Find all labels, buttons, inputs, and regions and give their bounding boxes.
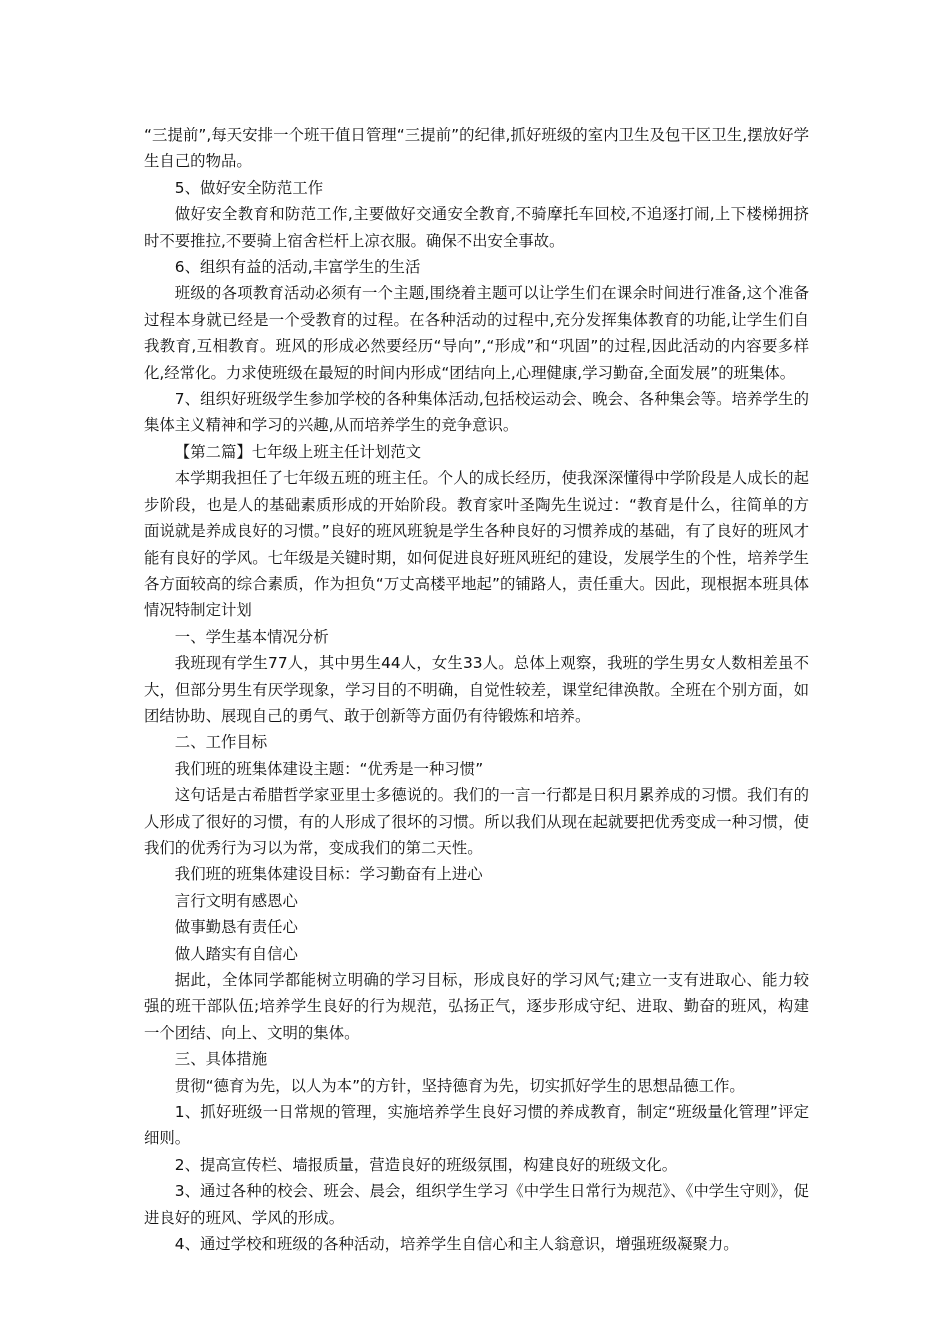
- section-heading: 一、学生基本情况分析: [174, 627, 329, 646]
- goal-line: 言行文明有感恩心: [174, 891, 298, 910]
- article-title: 【第二篇】七年级上班主任计划范文: [174, 442, 422, 461]
- measure-item: 3、通过各种的校会、班会、晨会，组织学生学习《中学生日常行为规范》、《中学生守则》，促进良好的班风、学风的形成。: [144, 1182, 809, 1227]
- measure-item: 2、提高宣传栏、墙报质量，营造良好的班级氛围，构建良好的班级文化。: [174, 1155, 678, 1174]
- paragraph: 我们班的班集体建设主题：“优秀是一种习惯”: [174, 759, 484, 778]
- section-heading: 三、具体措施: [174, 1050, 268, 1069]
- goal-line: 做人踏实有自信心: [174, 944, 298, 963]
- paragraph: 我班现有学生77人，其中男生44人，女生33人。总体上观察，我班的学生男女人数相差虽不大，但部分男生有厌学现象，学习目的不明确，自觉性较差，课堂纪律涣散。全班在个别方面，如团结协助、展现自己的勇气、敢于创新等方面仍有待锻炼和培养。: [144, 654, 809, 725]
- paragraph: 据此，全体同学都能树立明确的学习目标，形成良好的学习风气;建立一支有进取心、能力较强的班干部队伍;培养学生良好的行为规范，弘扬正气，逐步形成守纪、进取、勤奋的班风，构建一个团结、向上、文明的集体。: [144, 971, 809, 1042]
- paragraph: 本学期我担任了七年级五班的班主任。个人的成长经历，使我深深懂得中学阶段是人成长的起步阶段，也是人的基础素质形成的开始阶段。教育家叶圣陶先生说过：“教育是什么，往简单的方面说就是养成良好的习惯。”良好的班风班貌是学生各种良好的习惯养成的基础，有了良好的班风才能有良好的学风。七年级是关键时期，如何促进良好班风班纪的建设，发展学生的个性，培养学生各方面较高的综合素质，作为担负“万丈高楼平地起”的铺路人，责任重大。因此，现根据本班具体情况特制定计划: [144, 469, 809, 620]
- paragraph: 贯彻“德育为先，以人为本”的方针，坚持德育为先，切实抓好学生的思想品德工作。: [174, 1076, 745, 1095]
- section-heading: 6、组织有益的活动,丰富学生的生活: [174, 258, 421, 277]
- goal-line: 做事勤恳有责任心: [174, 918, 298, 937]
- paragraph: 做好安全教育和防范工作,主要做好交通安全教育,不骑摩托车回校,不追逐打闹,上下楼梯拥挤时不要推拉,不要骑上宿舍栏杆上凉衣服。确保不出安全事故。: [144, 205, 809, 250]
- document-page: [144, 122, 809, 1257]
- paragraph: “三提前”,每天安排一个班干值日管理“三提前”的纪律,抓好班级的室内卫生及包干区卫生,摆放好学生自己的物品。: [144, 126, 809, 171]
- paragraph: 这句话是古希腊哲学家亚里士多德说的。我们的一言一行都是日积月累养成的习惯。我们有的人形成了很好的习惯，有的人形成了很坏的习惯。所以我们从现在起就要把优秀变成一种习惯，使我们的优秀行为习以为常，变成我们的第二天性。: [144, 786, 809, 857]
- section-heading: 二、工作目标: [174, 733, 268, 752]
- measure-item: 4、通过学校和班级的各种活动，培养学生自信心和主人翁意识，增强班级凝聚力。: [174, 1235, 739, 1254]
- measure-item: 1、抓好班级一日常规的管理，实施培养学生良好习惯的养成教育，制定“班级量化管理”评定细则。: [144, 1103, 809, 1148]
- paragraph: 我们班的班集体建设目标：学习勤奋有上进心: [174, 865, 483, 884]
- paragraph: 7、组织好班级学生参加学校的各种集体活动,包括校运动会、晚会、各种集会等。培养学生的集体主义精神和学习的兴趣,从而培养学生的竞争意识。: [144, 390, 809, 435]
- paragraph: 班级的各项教育活动必须有一个主题,围绕着主题可以让学生们在课余时间进行准备,这个准备过程本身就已经是一个受教育的过程。在各种活动的过程中,充分发挥集体教育的功能,让学生们自我教育,互相教育。班风的形成必然要经历“导向”,“形成”和“巩固”的过程,因此活动的内容要多样化,经常化。力求使班级在最短的时间内形成“团结向上,心理健康,学习勤奋,全面发展”的班集体。: [144, 284, 809, 382]
- section-heading: 5、做好安全防范工作: [174, 178, 324, 197]
